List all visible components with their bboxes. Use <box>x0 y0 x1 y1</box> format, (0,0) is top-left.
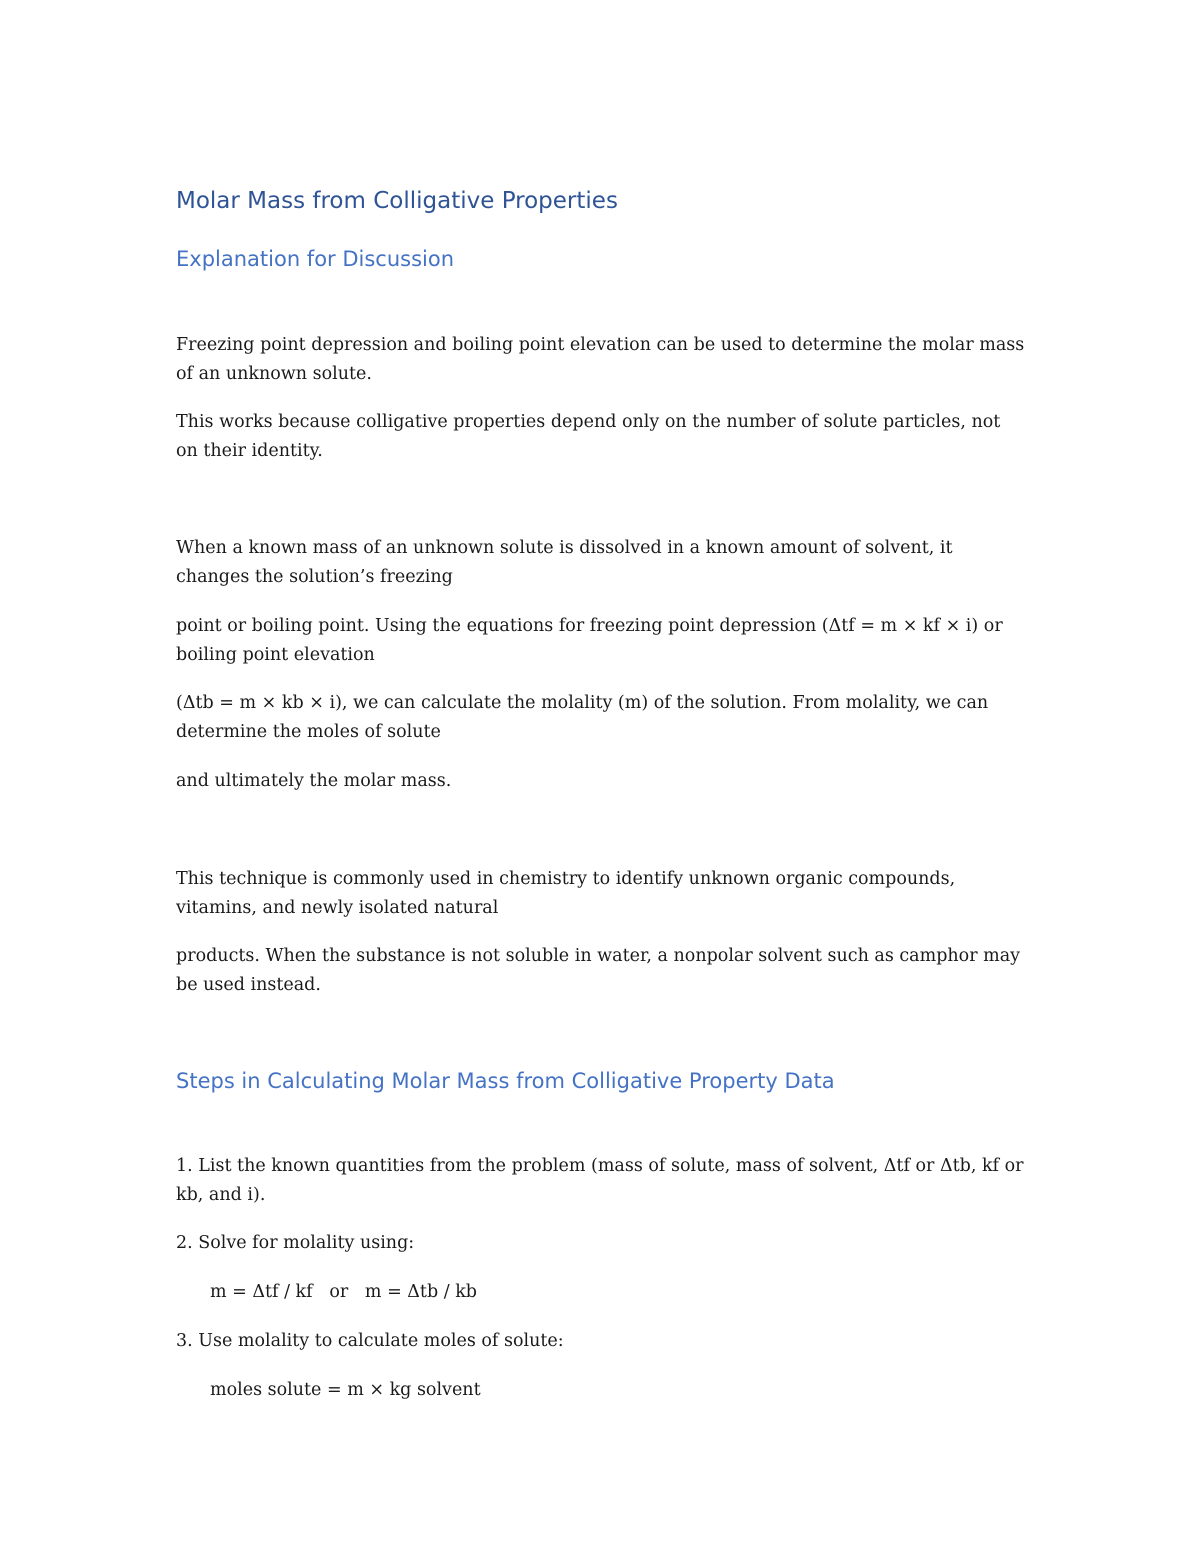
step-1: 1. List the known quantities from the problem (mass of solute, mass of solvent, Δtf or Δtb, kf or kb, and i). <box>176 1156 1024 1205</box>
section-heading-steps: Steps in Calculating Molar Mass from Colligative Property Data <box>176 1069 835 1093</box>
paragraph: and ultimately the molar mass. <box>176 771 452 791</box>
molality-formula: m = Δtf / kf or m = Δtb / kb <box>210 1282 477 1302</box>
step-3: 3. Use molality to calculate moles of solute: <box>176 1331 564 1351</box>
section-heading-explanation: Explanation for Discussion <box>176 247 455 271</box>
paragraph: products. When the substance is not soluble in water, a nonpolar solvent such as camphor may be used instead. <box>176 946 1021 995</box>
paragraph: (Δtb = m × kb × i), we can calculate the molality (m) of the solution. From molality, we can determine the moles of solute <box>176 693 989 742</box>
paragraph: This works because colligative properties depend only on the number of solute particles, not on their identity. <box>176 412 1001 461</box>
paragraph: When a known mass of an unknown solute is dissolved in a known amount of solvent, it changes the solution’s freezing <box>176 538 953 587</box>
paragraph: Freezing point depression and boiling point elevation can be used to determine the molar mass of an unknown solute. <box>176 335 1025 384</box>
document-title: Molar Mass from Colligative Properties <box>176 188 618 214</box>
paragraph: point or boiling point. Using the equations for freezing point depression (Δtf = m × kf × i) or boiling point elevation <box>176 616 1003 665</box>
moles-formula: moles solute = m × kg solvent <box>210 1380 481 1400</box>
step-2: 2. Solve for molality using: <box>176 1233 415 1253</box>
paragraph: This technique is commonly used in chemistry to identify unknown organic compounds, vitamins, and newly isolated natural <box>176 869 956 918</box>
